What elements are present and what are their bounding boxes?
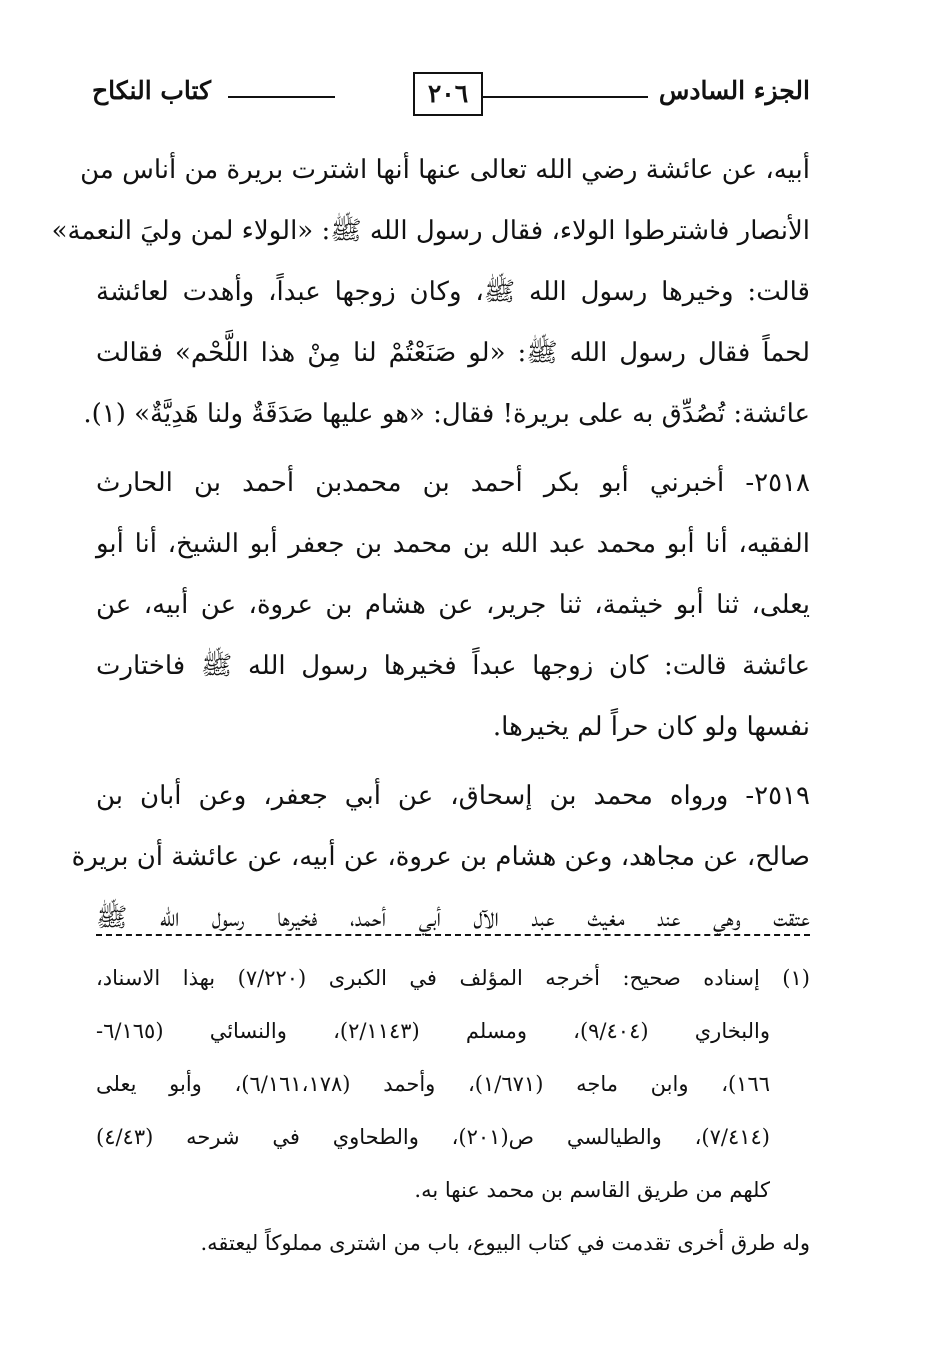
text-line: ٢٥١٨- أخبرني أبو بكر أحمد بن محمدبن أحمد بن الحارث <box>96 468 810 498</box>
text-line: صالح، عن مجاهد، وعن هشام بن عروة، عن أبيه، عن عائشة أن بريرة <box>71 842 810 872</box>
footnote-line: (٧/٤١٤)، والطيالسي ص(٢٠١)، والطحاوي في شرحه (٤/٤٣) <box>96 1125 770 1149</box>
header-rule-left <box>228 96 335 98</box>
book-title: كتاب النكاح <box>92 76 211 105</box>
header-rule-right <box>483 96 648 98</box>
text-line: ٢٥١٩- ورواه محمد بن إسحاق، عن أبي جعفر، وعن أبان بن <box>96 781 810 811</box>
footnote-line: ١٦٦)، وابن ماجه (١/٦٧١)، وأحمد (٦/١٦١،١٧٨)، وأبو يعلى <box>96 1072 771 1096</box>
footnote-line: والبخاري (٩/٤٠٤)، ومسلم (٢/١١٤٣)، والنسائي (٦/١٦٥- <box>96 1019 770 1043</box>
main-text <box>51 140 810 949</box>
text-line: عتقت وهي عند مغيث عبد الآل أبي أحمد، فخيرها رسول الله ﷺ <box>96 903 810 933</box>
text-line: عائشة: تُصُدِّق به على بريرة! فقال: «هو عليها صَدَقَةٌ ولنا هَدِيَّةٌ» (١). <box>83 399 810 429</box>
text-line: أبيه، عن عائشة رضي الله تعالى عنها أنها اشترت بريرة من أناس من <box>80 155 810 185</box>
text-line: قالت: وخيرها رسول الله ﷺ، وكان زوجها عبداً، وأهدت لعائشة <box>96 277 810 307</box>
text-line: الأنصار فاشترطوا الولاء، فقال رسول الله ﷺ: «الولاء لمن وليَ النعمة» <box>51 216 810 246</box>
text-line: الفقيه، أنا أبو محمد عبد الله بن محمد بن جعفر أبو الشيخ، أنا أبو <box>96 529 810 559</box>
page-number: ٢٠٦ <box>413 72 483 116</box>
volume-title: الجزء السادس <box>658 76 810 105</box>
footnote-line: كلهم من طريق القاسم بن محمد عنها به. <box>414 1178 770 1202</box>
text-line: يعلى، ثنا أبو خيثمة، ثنا جرير، عن هشام بن عروة، عن أبيه، عن <box>96 590 810 620</box>
footnote-line: وله طرق أخرى تقدمت في كتاب البيوع، باب من اشترى مملوكاً ليعتقه. <box>200 1231 810 1255</box>
footnote-line: (١) إسناده صحيح: أخرجه المؤلف في الكبرى (٧/٢٢٠) بهذا الاسناد، <box>96 966 810 990</box>
footnote-separator <box>96 934 810 936</box>
text-line: عائشة قالت: كان زوجها عبداً فخيرها رسول الله ﷺ فاختارت <box>96 651 810 681</box>
footnotes <box>96 952 810 1270</box>
text-line: نفسها ولو كان حراً لم يخيرها. <box>492 712 810 742</box>
text-line: لحماً فقال رسول الله ﷺ: «لو صَنَعْتُمْ لنا مِنْ هذا اللَّحْم» فقالت <box>96 338 810 368</box>
page-header <box>88 72 810 118</box>
